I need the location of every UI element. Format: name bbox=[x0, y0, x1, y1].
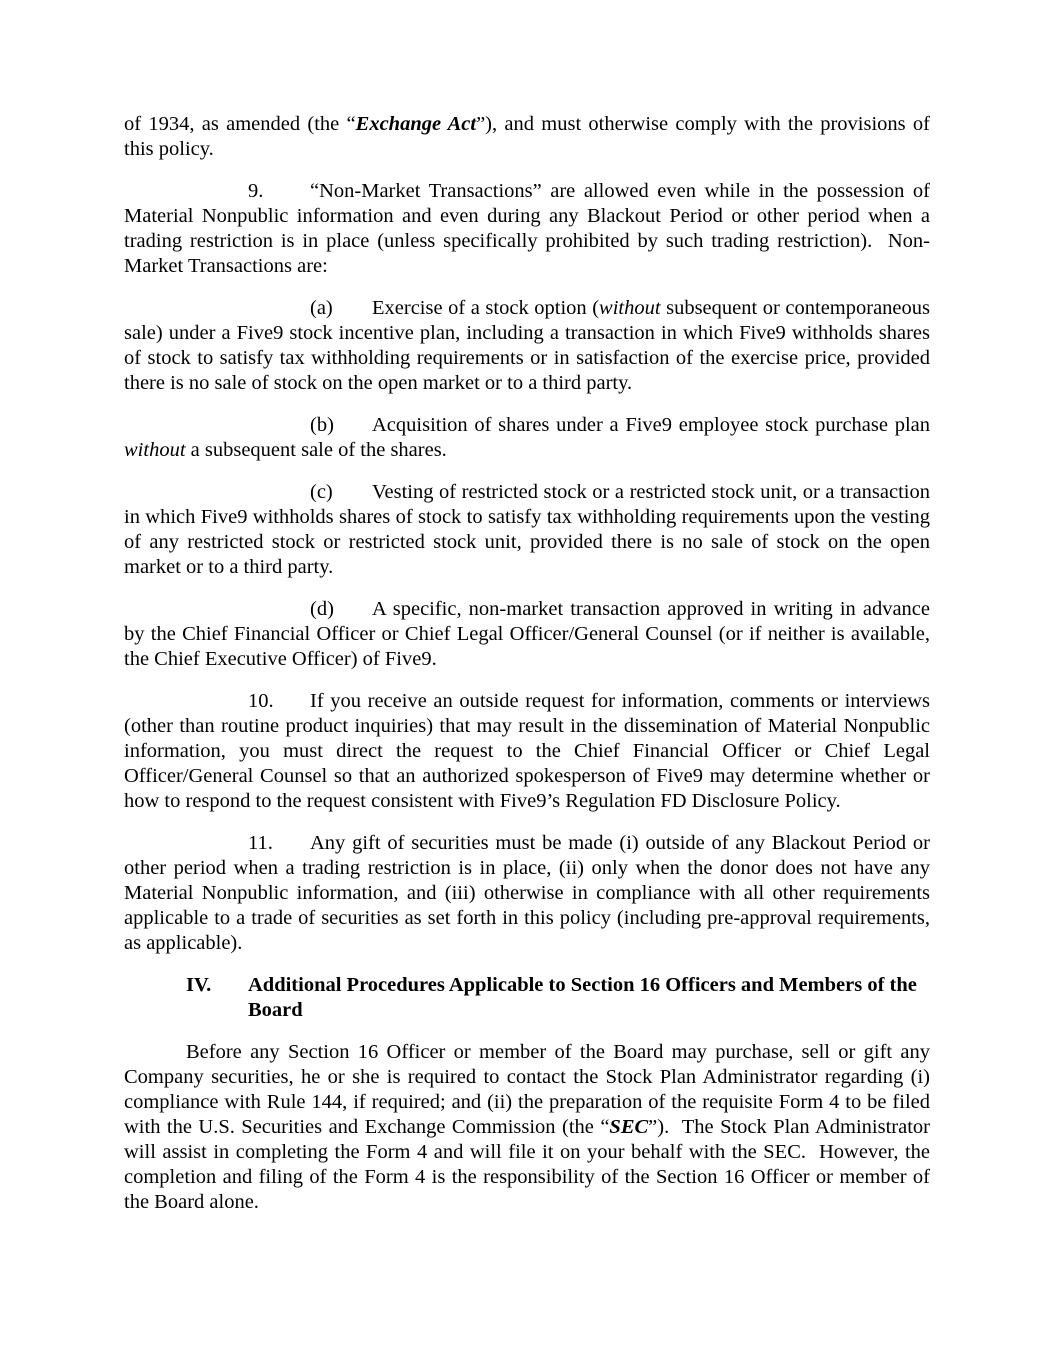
item-d-letter: (d) bbox=[310, 598, 334, 620]
paragraph-item-11 bbox=[124, 831, 930, 956]
paragraph-item-a bbox=[124, 296, 930, 396]
item-b-letter: (b) bbox=[310, 414, 334, 436]
item-d-text: A specific, non-market transaction approved in writing in advance by the Chief Financial Officer or Chief Legal Officer/General Counsel (or if neither is available, the Chief Executive Officer) of Five9. bbox=[124, 598, 930, 670]
section-iv-number: IV. bbox=[186, 974, 212, 996]
paragraph-item-9 bbox=[124, 179, 930, 279]
section-iv-heading bbox=[186, 973, 930, 1023]
paragraph-item-d bbox=[124, 597, 930, 672]
item-c-letter: (c) bbox=[310, 481, 333, 503]
item-10-number: 10. bbox=[248, 690, 274, 712]
section-iv-title: Additional Procedures Applicable to Section 16 Officers and Members of the Board bbox=[248, 974, 917, 1021]
item-c-text: Vesting of restricted stock or a restricted stock unit, or a transaction in which Five9 withholds shares of stock to satisfy tax withholding requirements upon the vesting of any restricted stock or restricted stock unit, provided there is no sale of stock on the open market or to a third party. bbox=[124, 481, 930, 578]
item-10-text: If you receive an outside request for information, comments or interviews (other than routine product inquiries) that may result in the dissemination of Material Nonpublic information, you must direct the request to the Chief Financial Officer or Chief Legal Officer/General Counsel so that an authorized spokesperson of Five9 may determine whether or how to respond to the request consistent with Five9’s Regulation FD Disclosure Policy. bbox=[124, 690, 930, 812]
item-11-number: 11. bbox=[248, 832, 273, 854]
first-line-indent bbox=[124, 848, 248, 849]
paragraph-continuation: of 1934, as amended (the “Exchange Act”), and must otherwise comply with the provisions of this policy. bbox=[124, 113, 930, 160]
first-line-indent bbox=[124, 497, 310, 498]
first-line-indent bbox=[124, 196, 248, 197]
item-a-letter: (a) bbox=[310, 297, 333, 319]
paragraph-item-c bbox=[124, 480, 930, 580]
first-line-indent bbox=[124, 706, 248, 707]
first-line-indent bbox=[124, 430, 310, 431]
paragraph-item-b bbox=[124, 413, 930, 463]
first-line-indent bbox=[124, 313, 310, 314]
paragraph-closing: Before any Section 16 Officer or member of the Board may purchase, sell or gift any Company securities, he or she is required to contact the Stock Plan Administrator regarding (i) compliance with Rule 144, if required; and (ii) the preparation of the requisite Form 4 to be filed with the U.S. Securities and Exchange Commission (the “SEC”). The Stock Plan Administrator will assist in completing the Form 4 and will file it on your behalf with the SEC. However, the completion and filing of the Form 4 is the responsibility of the Section 16 Officer or member of the Board alone. bbox=[124, 1041, 930, 1213]
paragraph-item-10 bbox=[124, 689, 930, 814]
item-9-number: 9. bbox=[248, 180, 264, 202]
item-9-text: “Non-Market Transactions” are allowed even while in the possession of Material Nonpublic information and even during any Blackout Period or other period when a trading restriction is in place (unless specifically prohibited by such trading restriction). Non-Market Transactions are: bbox=[124, 180, 930, 277]
item-a-text: Exercise of a stock option (without subsequent or contemporaneous sale) under a Five9 stock incentive plan, including a transaction in which Five9 withholds shares of stock to satisfy tax withholding requirements or in satisfaction of the exercise price, provided there is no sale of stock on the open market or to a third party. bbox=[124, 297, 930, 394]
item-b-text: Acquisition of shares under a Five9 employee stock purchase plan without a subsequent sale of the shares. bbox=[124, 414, 930, 461]
first-line-indent bbox=[124, 614, 310, 615]
item-11-text: Any gift of securities must be made (i) outside of any Blackout Period or other period when a trading restriction is in place, (ii) only when the donor does not have any Material Nonpublic information, and (iii) otherwise in compliance with all other requirements applicable to a trade of securities as set forth in this policy (including pre-approval requirements, as applicable). bbox=[124, 832, 930, 954]
